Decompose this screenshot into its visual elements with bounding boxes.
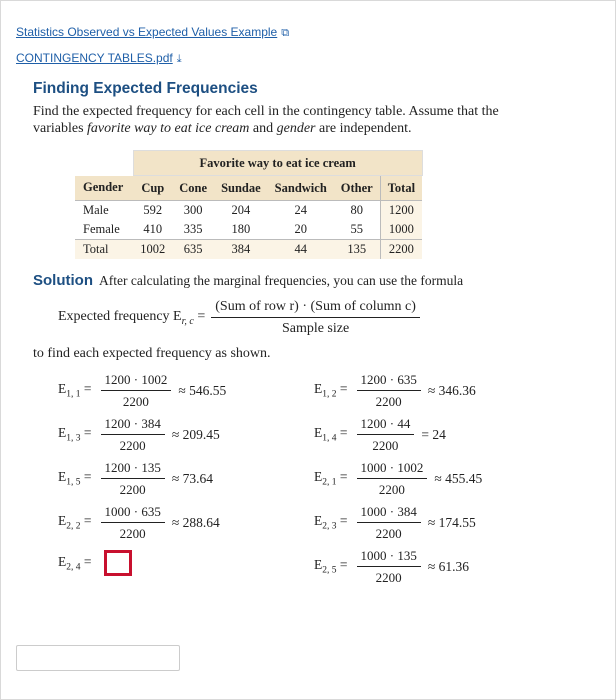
- equation-lhs: $E_{2, 4}$ =: [58, 553, 92, 573]
- equation-lhs: $E_{1, 4}$ =: [314, 425, 348, 444]
- answer-input-box[interactable]: [104, 550, 132, 576]
- table-cell: 1200: [380, 201, 422, 221]
- equation-denominator: 2200: [375, 570, 402, 585]
- table-cell: 135: [334, 240, 380, 260]
- equation-subscript: 2, 5: [322, 565, 337, 576]
- equation-value: 24: [432, 426, 446, 442]
- equation-subscript: 1, 3: [66, 433, 81, 444]
- equation-e23: [314, 503, 476, 542]
- table-cell: 204: [231, 203, 251, 217]
- table-corner: [75, 151, 133, 176]
- intro-variable-1: favorite way to eat ice cream: [87, 121, 250, 136]
- table-cell: Total: [75, 240, 133, 260]
- table-cell: Female: [83, 222, 120, 236]
- download-icon: ⤓: [176, 53, 182, 65]
- equation-denominator: 2200: [375, 394, 402, 409]
- table-cell: 635: [172, 240, 214, 260]
- intro-text: [33, 103, 513, 137]
- formula-lhs: Expected frequency $E_{r, c}$ =: [58, 308, 206, 327]
- equation-e22: [58, 503, 220, 542]
- equation-value: 346.36: [438, 382, 476, 398]
- equation-numerator: 1200 · 635: [357, 371, 421, 391]
- table-header-cell: Other: [334, 176, 380, 201]
- formula-lhs-subscript: r, c: [181, 315, 194, 327]
- equation-fraction: [101, 415, 165, 454]
- table-cell: 1002: [133, 240, 172, 260]
- equation-denominator: 2200: [119, 526, 146, 541]
- intro-part1: Find the expected frequency for each cell in the contingency table. Assume that the variables: [33, 104, 499, 136]
- table-header-cell: Sandwich: [268, 176, 334, 201]
- table-cell: 300: [183, 203, 203, 217]
- table-cell: 24: [294, 203, 307, 217]
- table-cell: 335: [183, 222, 203, 236]
- formula-numerator: (Sum of row r) · (Sum of column c): [211, 298, 420, 318]
- equation-denominator: 2200: [122, 394, 149, 409]
- equation-numerator: 1000 · 135: [357, 547, 421, 567]
- table-header-cell: Cup: [133, 176, 172, 201]
- equation-numerator: 1000 · 1002: [357, 459, 428, 479]
- equation-value: 455.45: [445, 470, 483, 486]
- equation-value: 546.55: [189, 382, 227, 398]
- table-header-row: [75, 176, 422, 201]
- expected-frequency-formula: [58, 298, 426, 337]
- equation-lhs: $E_{2, 1}$ =: [314, 469, 348, 488]
- equation-result: [428, 383, 476, 399]
- table-cell: 80: [350, 203, 363, 217]
- equation-fraction: [357, 547, 421, 586]
- equation-fraction: [357, 503, 421, 542]
- equation-relation: ≈: [427, 382, 436, 398]
- table-header-cell: Gender: [75, 176, 133, 201]
- equation-lhs: $E_{1, 5}$ =: [58, 469, 92, 488]
- equation-value: 288.64: [182, 514, 220, 530]
- equation-value: 174.55: [438, 514, 476, 530]
- equation-value: 61.36: [438, 558, 470, 574]
- equation-lhs: $E_{1, 3}$ =: [58, 425, 92, 444]
- equation-result: [428, 515, 476, 531]
- formula-denominator: Sample size: [281, 321, 350, 336]
- equation-fraction: [101, 459, 165, 498]
- external-link-icon: ⧉: [281, 27, 290, 39]
- equation-denominator: 2200: [372, 438, 399, 453]
- table-row: [75, 201, 422, 221]
- equation-subscript: 1, 5: [66, 477, 81, 488]
- equation-fraction: [357, 459, 428, 498]
- equation-numerator: 1000 · 635: [101, 503, 165, 523]
- equation-subscript: 1, 2: [322, 389, 337, 400]
- equation-subscript: 2, 1: [322, 477, 337, 488]
- equation-e12: [314, 371, 476, 410]
- table-row-total: [75, 240, 422, 260]
- table-group-header: Favorite way to eat ice cream: [133, 151, 422, 176]
- table-cell: 180: [231, 222, 251, 236]
- equation-numerator: 1200 · 135: [101, 459, 165, 479]
- example-video-link-label: Statistics Observed vs Expected Values Example: [16, 25, 278, 39]
- equation-value: 73.64: [182, 470, 214, 486]
- formula-fraction: [211, 298, 420, 337]
- equation-fraction: [357, 415, 415, 454]
- equation-e24: [58, 550, 132, 576]
- pdf-file-link-label: CONTINGENCY TABLES.pdf: [16, 51, 173, 65]
- equation-result: [172, 471, 213, 487]
- equation-denominator: 2200: [119, 438, 146, 453]
- table-cell: 2200: [380, 240, 422, 260]
- equation-result: [428, 559, 469, 575]
- equation-subscript: 1, 1: [66, 389, 81, 400]
- contingency-table: [75, 150, 423, 259]
- table-cell: 55: [350, 222, 363, 236]
- equation-numerator: 1200 · 1002: [101, 371, 172, 391]
- solution-line: [33, 272, 463, 289]
- equation-result: [421, 427, 446, 443]
- equation-relation: ≈: [171, 426, 180, 442]
- equation-denominator: 2200: [375, 526, 402, 541]
- example-video-link[interactable]: [16, 25, 289, 40]
- equation-e25: [314, 547, 469, 586]
- table-header-cell: Total: [380, 176, 422, 201]
- equation-fraction: [357, 371, 421, 410]
- section-title: Finding Expected Frequencies: [33, 80, 258, 97]
- equation-subscript: 2, 2: [66, 521, 81, 532]
- intro-part2: and: [249, 121, 277, 136]
- solution-text: After calculating the marginal frequencies, you can use the formula: [99, 273, 464, 288]
- equation-lhs: $E_{2, 5}$ =: [314, 557, 348, 576]
- equation-numerator: 1000 · 384: [357, 503, 421, 523]
- equation-relation: ≈: [171, 514, 180, 530]
- equation-result: [178, 383, 226, 399]
- intro-part3: are independent.: [315, 121, 412, 136]
- table-cell: 44: [268, 240, 334, 260]
- equation-subscript: 1, 4: [322, 433, 337, 444]
- equation-lhs: $E_{2, 2}$ =: [58, 513, 92, 532]
- equation-relation: ≈: [427, 558, 436, 574]
- equation-e14: [314, 415, 446, 454]
- pdf-file-link[interactable]: [16, 51, 182, 66]
- table-cell: 384: [214, 240, 268, 260]
- equation-e21: [314, 459, 482, 498]
- equation-e11: [58, 371, 226, 410]
- equation-lhs: $E_{1, 2}$ =: [314, 381, 348, 400]
- equation-relation: ≈: [171, 470, 180, 486]
- table-cell: 410: [143, 222, 163, 236]
- equation-lhs: $E_{2, 3}$ =: [314, 513, 348, 532]
- table-cell: 20: [294, 222, 307, 236]
- equation-e15: [58, 459, 213, 498]
- equation-numerator: 1200 · 384: [101, 415, 165, 435]
- equation-fraction: [101, 371, 172, 410]
- equation-relation: ≈: [427, 514, 436, 530]
- formula-lhs-text: Expected frequency E: [58, 308, 182, 324]
- table-cell: Male: [83, 203, 109, 217]
- table-cell: 1000: [380, 220, 422, 240]
- equation-result: [172, 427, 220, 443]
- table-header-cell: Sundae: [214, 176, 268, 201]
- equation-relation: =: [421, 426, 429, 442]
- equation-value: 209.45: [182, 426, 220, 442]
- equation-result: [434, 471, 482, 487]
- equation-fraction: [101, 503, 165, 542]
- table-row: [75, 220, 422, 240]
- response-input[interactable]: [16, 645, 180, 671]
- solution-label: Solution: [33, 272, 93, 289]
- equation-numerator: 1200 · 44: [357, 415, 415, 435]
- equation-subscript: 2, 4: [66, 562, 81, 573]
- table-cell: 592: [143, 203, 163, 217]
- intro-variable-2: gender: [276, 121, 316, 136]
- equation-lhs: $E_{1, 1}$ =: [58, 381, 92, 400]
- equation-relation: ≈: [434, 470, 442, 486]
- find-text: to find each expected frequency as shown.: [33, 346, 271, 361]
- equation-subscript: 2, 3: [322, 521, 337, 532]
- table-header-cell: Cone: [172, 176, 214, 201]
- equation-e13: [58, 415, 220, 454]
- equation-result: [172, 515, 220, 531]
- equation-denominator: 2200: [378, 482, 405, 497]
- equation-denominator: 2200: [119, 482, 146, 497]
- equation-relation: ≈: [178, 382, 186, 398]
